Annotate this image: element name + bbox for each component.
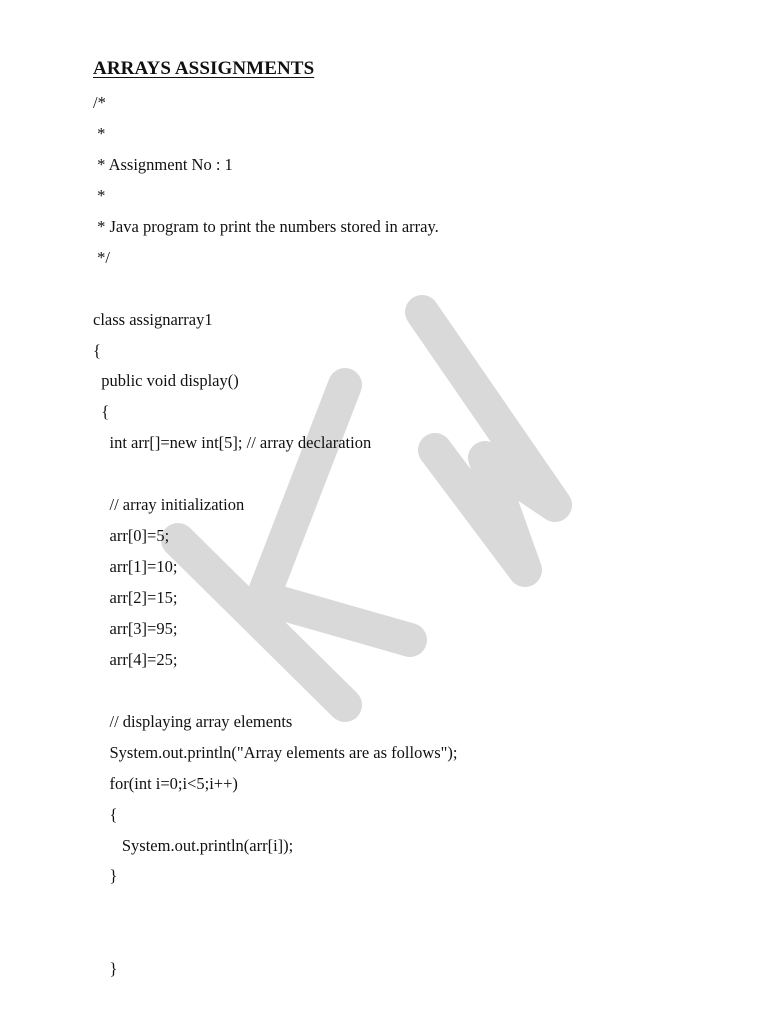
code-line: public void display() (93, 371, 239, 391)
code-line: * (93, 185, 106, 205)
code-line: * (93, 123, 106, 143)
code-line: System.out.println(arr[i]); (93, 835, 294, 855)
code-line: class assignarray1 (93, 309, 213, 329)
code-line: arr[1]=10; (93, 557, 178, 577)
code-line: */ (93, 247, 110, 267)
code-line: for(int i=0;i<5;i++) (93, 773, 238, 793)
code-line: } (93, 866, 118, 886)
code-line: arr[4]=25; (93, 649, 178, 669)
code-line: { (93, 340, 101, 360)
code-line: System.out.println("Array elements are as follows"); (93, 742, 458, 762)
code-line: } (93, 959, 118, 979)
code-block (93, 93, 733, 990)
page-title: ARRAYS ASSIGNMENTS (93, 58, 315, 79)
code-line: /* (93, 93, 106, 112)
code-line (93, 279, 733, 310)
code-line: // displaying array elements (93, 711, 293, 731)
code-line: arr[2]=15; (93, 588, 178, 607)
code-line (93, 681, 733, 712)
code-line: * Assignment No : 1 (93, 154, 233, 174)
code-line: int arr[]=new int[5]; // array declaration (93, 433, 372, 453)
code-line: arr[0]=5; (93, 526, 170, 546)
code-line: { (93, 804, 118, 824)
code-line (93, 928, 733, 959)
code-line (93, 464, 733, 495)
code-line: * Java program to print the numbers stored in array. (93, 216, 439, 236)
code-line: // array initialization (93, 495, 245, 515)
code-line: { (93, 402, 110, 422)
code-line: arr[3]=95; (93, 618, 178, 638)
code-line (93, 897, 733, 928)
